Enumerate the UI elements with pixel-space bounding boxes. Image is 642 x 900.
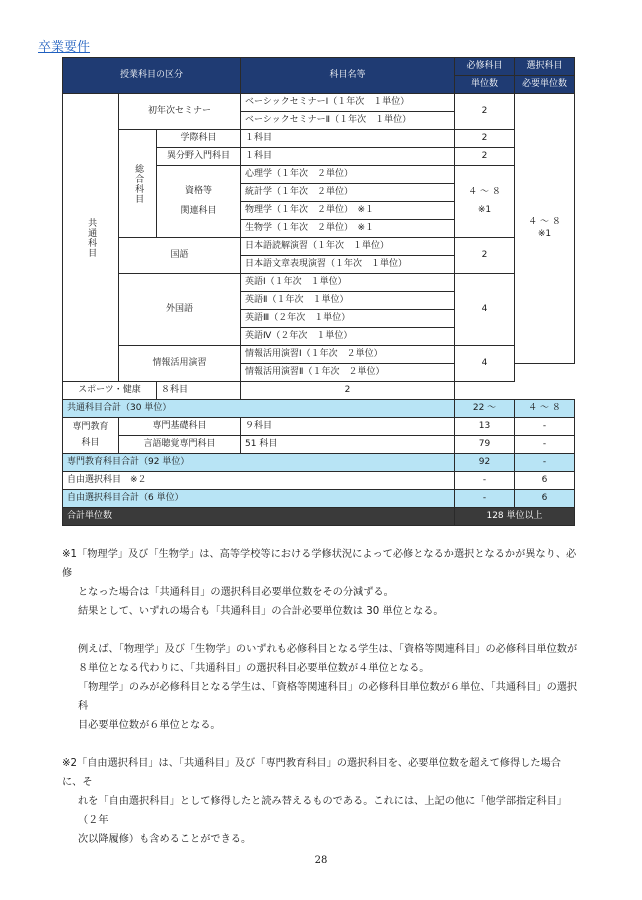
header-required-1: 必修科目	[455, 58, 515, 76]
senmon-total-required: 92	[455, 454, 515, 472]
common-subjects-label: 共通科目	[63, 94, 119, 382]
note-1-line-1: ※1「物理学」及び「生物学」は、高等学校等における学修状況によって必修となるか選択となるかが異なり、必修	[62, 549, 577, 579]
joho-course-2: 情報活用演習Ⅱ（１年次 ２単位）	[241, 364, 455, 382]
gakusai-units: 2	[455, 130, 515, 148]
note-1-line-7: 目必要単位数が６単位となる。	[78, 720, 221, 731]
senmon-total-row	[63, 454, 575, 472]
seminar-course-1: ベーシックセミナーⅠ（１年次 １単位）	[241, 94, 455, 112]
table-row	[63, 346, 575, 364]
gakusai-label: 学際科目	[157, 130, 241, 148]
shikaku-course-1: 心理学（１年次 ２単位）	[241, 166, 455, 184]
page-number: 28	[314, 855, 328, 866]
graduation-requirements-table	[62, 57, 575, 526]
header-elective-2: 必要単位数	[515, 76, 575, 94]
page-title: 卒業要件	[38, 40, 91, 55]
note-1	[62, 545, 578, 735]
header-course: 科目名等	[241, 58, 455, 94]
note-2-line-1: ※2「自由選択科目」は、「共通科目」及び「専門教育科目」の選択科目を、必要単位数を超えて修得した場合に、そ	[62, 758, 561, 788]
senmon-label	[63, 418, 119, 454]
jiyu-required: -	[455, 472, 515, 490]
common-elective-note: ※1	[537, 228, 552, 239]
footnotes	[62, 545, 578, 849]
jiyu-total-required: -	[455, 490, 515, 508]
common-elective-range: ４ ～ ８	[528, 217, 561, 228]
senmon-kiso-elective: -	[515, 418, 575, 436]
shikaku-units	[455, 166, 515, 238]
common-total-row	[63, 400, 575, 418]
jiyu-elective: 6	[515, 472, 575, 490]
gengo-elective: -	[515, 436, 575, 454]
header-category: 授業科目の区分	[63, 58, 241, 94]
note-2-line-2: れを「自由選択科目」として修得したと読み替えるものである。これには、上記の他に「他学部指定科目」（２年	[78, 796, 567, 826]
shikaku-course-2: 統計学（１年次 ２単位）	[241, 184, 455, 202]
eigo-course-2: 英語Ⅱ（１年次 １単位）	[241, 292, 455, 310]
senmon-kiso-units: 13	[455, 418, 515, 436]
note-2-line-3: 次以降履修）も含めることができる。	[78, 834, 252, 845]
ibunya-units: 2	[455, 148, 515, 166]
common-total-required: 22 ～	[455, 400, 515, 418]
common-elective-units	[515, 94, 575, 364]
senmon-label-1: 専門教育	[72, 422, 109, 433]
joho-label: 情報活用演習	[119, 346, 241, 382]
eigo-course-1: 英語Ⅰ（１年次 １単位）	[241, 274, 455, 292]
sports-label: スポーツ・健康	[63, 382, 157, 400]
jiyu-total-elective: 6	[515, 490, 575, 508]
grand-total-value: 128 単位以上	[455, 508, 575, 526]
jiyu-total-label: 自由選択科目合計（6 単位）	[63, 490, 455, 508]
shikaku-units-note: ※1	[477, 204, 492, 215]
eigo-units: 4	[455, 274, 515, 346]
senmon-total-elective: -	[515, 454, 575, 472]
kokugo-course-2: 日本語文章表現演習（１年次 １単位）	[241, 256, 455, 274]
jiyu-label: 自由選択科目 ※２	[63, 472, 455, 490]
kokugo-units: 2	[455, 238, 515, 274]
senmon-kiso-course: ９科目	[241, 418, 455, 436]
header-elective-1: 選択科目	[515, 58, 575, 76]
note-1-line-2: となった場合は「共通科目」の選択科目必要単位数をその分減ずる。	[78, 587, 394, 598]
eigo-course-3: 英語Ⅲ（２年次 １単位）	[241, 310, 455, 328]
note-1-line-3: 結果として、いずれの場合も「共通科目」の合計必要単位数は 30 単位となる。	[78, 606, 444, 617]
seminar-units: 2	[455, 94, 515, 130]
gengo-course: 51 科目	[241, 436, 455, 454]
table-row	[63, 382, 575, 400]
gengo-units: 79	[455, 436, 515, 454]
seminar-label: 初年次セミナー	[119, 94, 241, 130]
table-row	[63, 436, 575, 454]
gengo-label: 言語聴覚専門科目	[119, 436, 241, 454]
kokugo-label: 国語	[119, 238, 241, 274]
table-row	[63, 130, 575, 148]
note-1-line-5: ８単位となる代わりに、「共通科目」の選択科目必要単位数が４単位となる。	[78, 663, 430, 674]
sports-course: ８科目	[157, 382, 241, 400]
shikaku-course-4: 生物学（１年次 ２単位） ※１	[241, 220, 455, 238]
table-row	[63, 472, 575, 490]
shikaku-course-3: 物理学（１年次 ２単位） ※１	[241, 202, 455, 220]
gaikokugo-label: 外国語	[119, 274, 241, 346]
table-row	[63, 418, 575, 436]
sports-units: 2	[241, 382, 455, 400]
table-row	[63, 238, 575, 256]
shikaku-units-range: ４ ～ ８	[468, 187, 501, 198]
note-1-line-6: 「物理学」のみが必修科目となる学生は、「資格等関連科目」の必修科目単位数が６単位、「共通科目」の選択科	[78, 682, 578, 712]
seminar-course-2: ベーシックセミナーⅡ（１年次 １単位）	[241, 112, 455, 130]
common-total-elective: ４ ～ ８	[515, 400, 575, 418]
ibunya-course: １科目	[241, 148, 455, 166]
table-header-row	[63, 58, 575, 76]
general-subjects-label: 総合科目	[119, 130, 157, 238]
shikaku-label-1: 資格等	[185, 186, 213, 197]
table-row	[63, 274, 575, 292]
senmon-label-2: 科目	[81, 437, 100, 448]
common-total-label: 共通科目合計（30 単位）	[63, 400, 455, 418]
header-required-2: 単位数	[455, 76, 515, 94]
joho-course-1: 情報活用演習Ⅰ（１年次 ２単位）	[241, 346, 455, 364]
joho-units: 4	[455, 346, 515, 382]
jiyu-total-row	[63, 490, 575, 508]
grand-total-label: 合計単位数	[63, 508, 455, 526]
shikaku-label-2: 関連科目	[180, 205, 217, 216]
senmon-total-label: 専門教育科目合計（92 単位）	[63, 454, 455, 472]
ibunya-label: 異分野入門科目	[157, 148, 241, 166]
eigo-course-4: 英語Ⅳ（２年次 １単位）	[241, 328, 455, 346]
note-2	[62, 754, 578, 849]
senmon-kiso-label: 専門基礎科目	[119, 418, 241, 436]
table-row	[63, 94, 575, 112]
grand-total-row	[63, 508, 575, 526]
note-1-line-4: 例えば、「物理学」及び「生物学」のいずれも必修科目となる学生は、「資格等関連科目」の必修科目単位数が	[78, 644, 578, 655]
kokugo-course-1: 日本語読解演習（１年次 １単位）	[241, 238, 455, 256]
shikaku-label	[157, 166, 241, 238]
gakusai-course: １科目	[241, 130, 455, 148]
